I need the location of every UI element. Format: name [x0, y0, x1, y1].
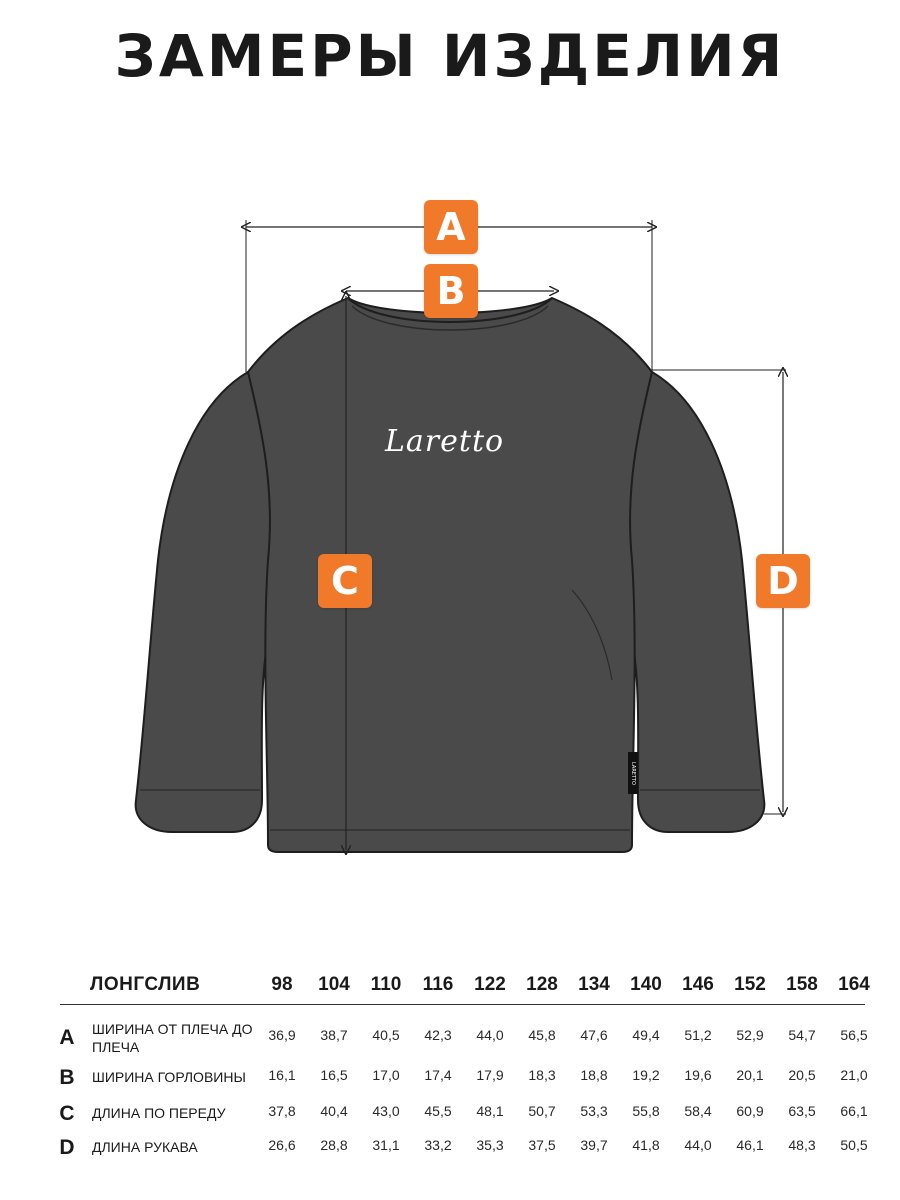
table-cell: 17,0 [372, 1067, 400, 1083]
garment-tag: LARETTO [628, 752, 638, 794]
table-cell: 44,0 [476, 1027, 504, 1043]
table-cell: 21,0 [840, 1067, 868, 1083]
table-cell: 39,7 [580, 1137, 608, 1153]
table-cell: 31,1 [372, 1137, 400, 1153]
table-cell: 42,3 [424, 1027, 452, 1043]
table-cell: 51,2 [684, 1027, 712, 1043]
table-cell: 47,6 [580, 1027, 608, 1043]
table-cell: 52,9 [736, 1027, 764, 1043]
size-header: 128 [526, 974, 558, 995]
garment-body [248, 298, 652, 852]
size-header: 152 [734, 974, 766, 995]
table-cell: 40,5 [372, 1027, 400, 1043]
row-letter: C [59, 1102, 75, 1125]
size-header: 134 [578, 974, 610, 995]
brand-logo: Laretto [385, 424, 505, 459]
row-name: ДЛИНА РУКАВА [92, 1139, 198, 1155]
table-cell: 50,5 [840, 1137, 868, 1153]
size-header: 110 [370, 974, 402, 995]
badge-b: B [424, 264, 478, 318]
row-letter: A [59, 1026, 75, 1049]
table-cell: 55,8 [632, 1103, 660, 1119]
badge-a: A [424, 200, 478, 254]
table-cell: 43,0 [372, 1103, 400, 1119]
table-cell: 20,1 [736, 1067, 764, 1083]
table-cell: 36,9 [268, 1027, 296, 1043]
size-header: 140 [630, 974, 662, 995]
page-title: ЗАМЕРЫ ИЗДЕЛИЯ [114, 22, 786, 90]
table-cell: 58,4 [684, 1103, 712, 1119]
table-cell: 37,8 [268, 1103, 296, 1119]
row-name: ШИРИНА ГОРЛОВИНЫ [92, 1069, 246, 1085]
size-header: 104 [318, 974, 350, 995]
table-cell: 19,2 [632, 1067, 660, 1083]
table-cell: 45,8 [528, 1027, 556, 1043]
table-cell: 56,5 [840, 1027, 868, 1043]
row-name: ШИРИНА ОТ ПЛЕЧА ДО ПЛЕЧА [92, 1021, 253, 1055]
table-cell: 19,6 [684, 1067, 712, 1083]
size-header: 116 [422, 974, 454, 995]
table-cell: 63,5 [788, 1103, 816, 1119]
badge-c: C [318, 554, 372, 608]
table-cell: 46,1 [736, 1137, 764, 1153]
size-header: 146 [682, 974, 714, 995]
size-header: 158 [786, 974, 818, 995]
table-cell: 28,8 [320, 1137, 348, 1153]
table-cell: 45,5 [424, 1103, 452, 1119]
table-cell: 38,7 [320, 1027, 348, 1043]
badge-d: D [756, 554, 810, 608]
row-letter: B [59, 1066, 75, 1089]
table-cell: 54,7 [788, 1027, 816, 1043]
table-cell: 50,7 [528, 1103, 556, 1119]
product-type-label: ЛОНГСЛИВ [90, 974, 201, 995]
table-cell: 48,3 [788, 1137, 816, 1153]
table-cell: 26,6 [268, 1137, 296, 1153]
row-letter: D [59, 1136, 75, 1159]
size-header: 122 [474, 974, 506, 995]
table-cell: 18,8 [580, 1067, 608, 1083]
table-cell: 16,1 [268, 1067, 296, 1083]
table-cell: 33,2 [424, 1137, 452, 1153]
size-header: 98 [271, 974, 293, 995]
table-cell: 18,3 [528, 1067, 556, 1083]
table-cell: 66,1 [840, 1103, 868, 1119]
table-cell: 53,3 [580, 1103, 608, 1119]
table-cell: 20,5 [788, 1067, 816, 1083]
table-cell: 35,3 [476, 1137, 504, 1153]
table-cell: 16,5 [320, 1067, 348, 1083]
table-cell: 17,9 [476, 1067, 504, 1083]
table-cell: 60,9 [736, 1103, 764, 1119]
size-header: 164 [838, 974, 870, 995]
table-cell: 37,5 [528, 1137, 556, 1153]
table-cell: 17,4 [424, 1067, 452, 1083]
table-cell: 41,8 [632, 1137, 660, 1153]
table-cell: 48,1 [476, 1103, 504, 1119]
table-cell: 49,4 [632, 1027, 660, 1043]
table-cell: 44,0 [684, 1137, 712, 1153]
row-name: ДЛИНА ПО ПЕРЕДУ [92, 1105, 226, 1121]
table-cell: 40,4 [320, 1103, 348, 1119]
